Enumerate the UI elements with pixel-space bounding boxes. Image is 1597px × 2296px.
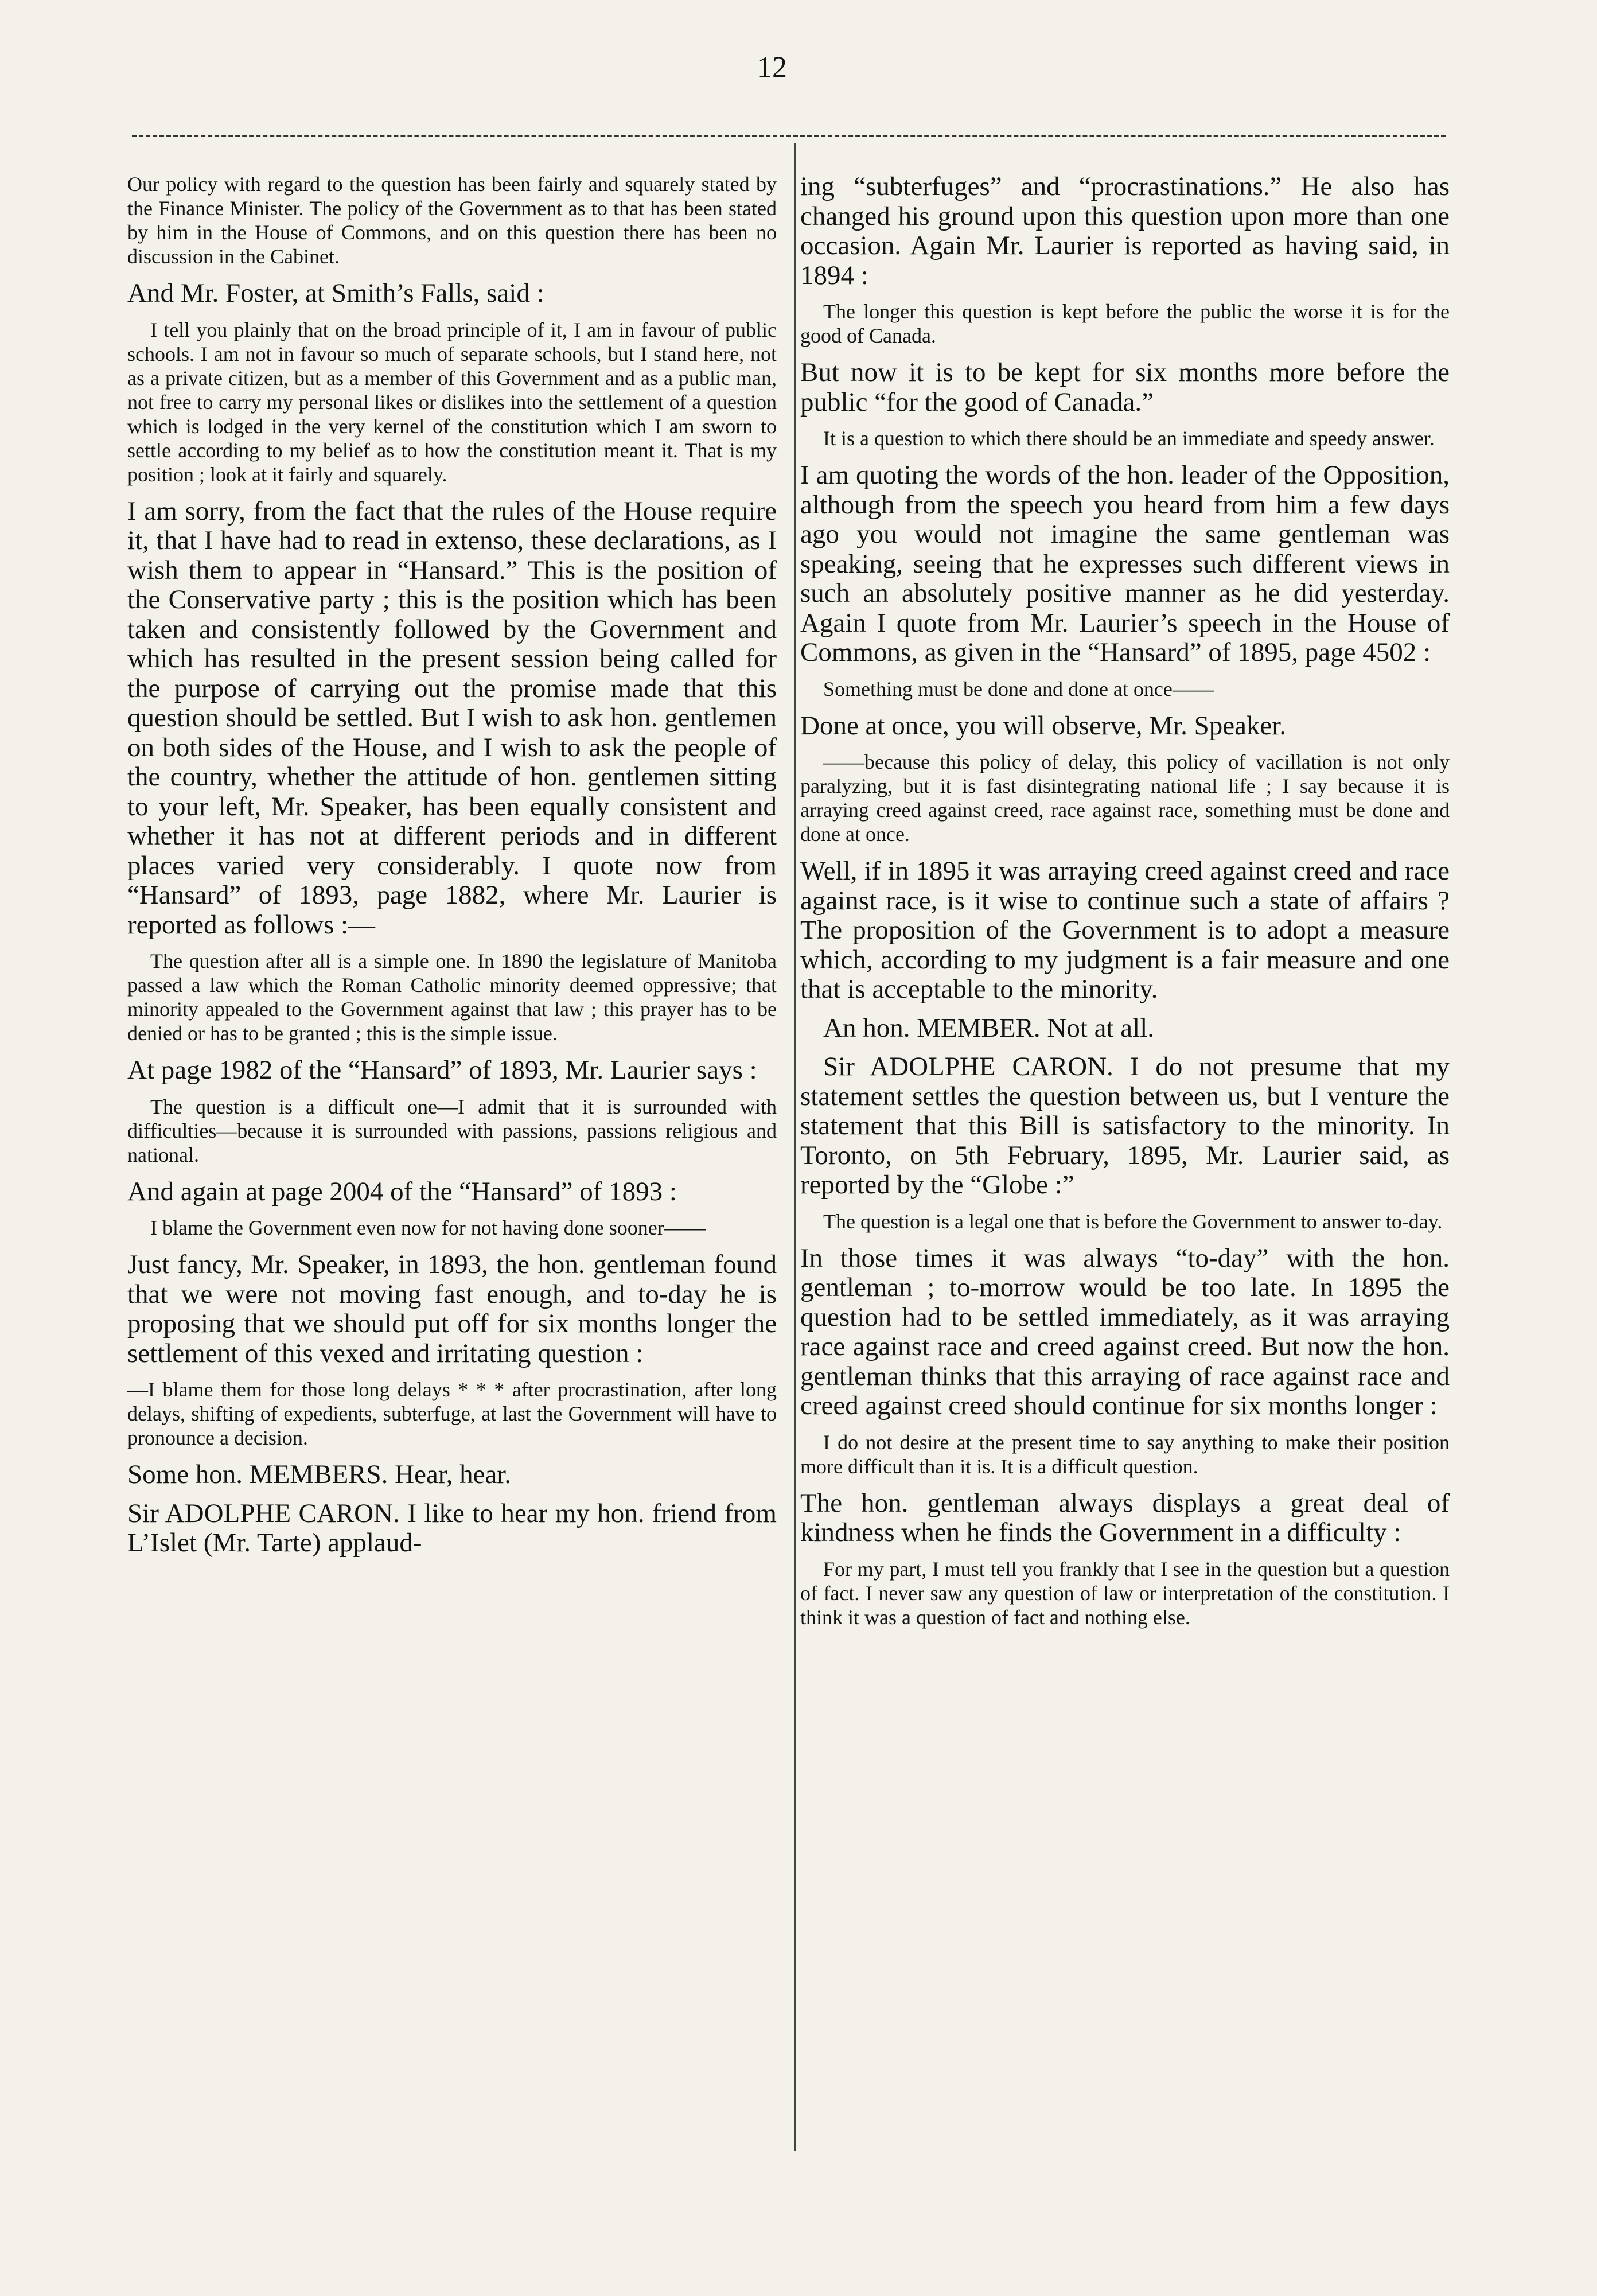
paragraph: Our policy with regard to the question has been fairly and squarely stated by the Finance Minister. The policy of the Government as to that has been stated by him in the House of Commons, and on this question there has been no discussion in the Cabinet. <box>127 173 777 268</box>
paragraph: Just fancy, Mr. Speaker, in 1893, the hon. gentleman found that we were not moving fast enough, and to-day he is proposing that we should put off for six months longer the settlement of this vexed and irritating question : <box>127 1250 777 1368</box>
paragraph: The hon. gentleman always displays a great deal of kindness when he finds the Government in a difficulty : <box>800 1488 1450 1547</box>
page-number: 12 <box>757 51 787 84</box>
paragraph: ——because this policy of delay, this policy of vacillation is not only paralyzing, but it is fast disintegrating national life ; I say because it is arraying creed against creed, race against race, something must be done and done at once. <box>800 750 1450 846</box>
paragraph: The question is a legal one that is before the Government to answer to-day. <box>823 1209 1443 1233</box>
paragraph: I am quoting the words of the hon. leader of the Opposition, although from the speech you heard from him a few days ago you would not imagine the same gentleman was speaking, seeing that he expresses such different views in such an absolutely positive manner as he did yesterday. Again I quote from Mr. Laurier’s speech in the House of Commons, as given in the “Hansard” of 1895, page 4502 : <box>800 460 1450 667</box>
paragraph: Sir ADOLPHE CARON. I like to hear my hon. friend from L’Islet (Mr. Tarte) applaud- <box>127 1498 777 1558</box>
paragraph: And Mr. Foster, at Smith’s Falls, said : <box>127 278 544 308</box>
left-column <box>127 172 777 1567</box>
paragraph: At page 1982 of the “Hansard” of 1893, Mr. Laurier says : <box>127 1055 757 1085</box>
paragraph: The question is a difficult one—I admit that it is surrounded with difficulties—because it is surrounded with passions, passions religious and national. <box>127 1095 777 1166</box>
paragraph: Sir ADOLPHE CARON. I do not presume that my statement settles the question between us, but I venture the statement that this Bill is satisfactory to the minority. In Toronto, on 5th February, 1895, Mr. Laurier said, as reported by the “Globe :” <box>800 1052 1450 1200</box>
header-rule <box>132 135 1446 137</box>
paragraph: Some hon. MEMBERS. Hear, hear. <box>127 1460 512 1489</box>
right-column <box>800 172 1450 1640</box>
paragraph: —I blame them for those long delays * * * after procrastination, after long delays, shifting of expedients, subterfuge, at last the Government will have to pronounce a decision. <box>127 1378 777 1449</box>
paragraph: I do not desire at the present time to say anything to make their position more difficult than it is. It is a difficult question. <box>800 1430 1450 1478</box>
paragraph: Something must be done and done at once—— <box>823 677 1214 701</box>
paragraph: I blame the Government even now for not having done sooner—— <box>150 1216 706 1239</box>
paragraph: I am sorry, from the fact that the rules of the House require it, that I have had to read in extenso, these declarations, as I wish them to appear in “Hansard.” This is the position of the Conservative party ; this is the position which has been taken and consistently followed by the Government and which has resulted in the present session being called for the purpose of carrying out the promise made that this question should be settled. But I wish to ask hon. gentlemen on both sides of the House, and I wish to ask the people of the country, whether the attitude of hon. gentlemen sitting to your left, Mr. Speaker, has been equally consistent and whether it has not at different periods and in different places varied very considerably. I quote now from “Hansard” of 1893, page 1882, where Mr. Laurier is reported as follows :— <box>127 496 777 940</box>
paragraph: It is a question to which there should be an immediate and speedy answer. <box>823 427 1435 450</box>
paragraph: For my part, I must tell you frankly that I see in the question but a question of fact. I never saw any question of law or interpretation of the constitution. I think it was a question of fact and nothing else. <box>800 1557 1450 1629</box>
paragraph: The question after all is a simple one. In 1890 the legislature of Manitoba passed a law which the Roman Catholic minority deemed oppressive; that minority appealed to the Government against that law ; this prayer has to be denied or has to be granted ; this is the simple issue. <box>127 949 777 1045</box>
column-divider <box>794 143 796 2151</box>
paragraph: Done at once, you will observe, Mr. Speaker. <box>800 710 1287 741</box>
paragraph: But now it is to be kept for six months more before the public “for the good of Canada.” <box>800 357 1450 417</box>
paragraph: The longer this question is kept before the public the worse it is for the good of Canada. <box>800 300 1450 347</box>
paragraph: An hon. MEMBER. Not at all. <box>823 1013 1155 1043</box>
paragraph: And again at page 2004 of the “Hansard” of 1893 : <box>127 1176 677 1207</box>
paragraph: I tell you plainly that on the broad principle of it, I am in favour of public schools. I am not in favour so much of separate schools, but I stand here, not as a private citizen, but as a member of this Government and as a public man, not free to carry my personal likes or dislikes into the settlement of a question which is lodged in the very kernel of the constitution which I am sworn to settle according to my belief as to how the constitution meant it. That is my position ; look at it fairly and squarely. <box>127 318 777 486</box>
paragraph: In those times it was always “to-day” with the hon. gentleman ; to-morrow would be too late. In 1895 the question had to be settled immediately, as it was arraying race against race and creed against creed. But now the hon. gentleman thinks that this arraying of race against race and creed against creed should continue for six months longer : <box>800 1243 1450 1421</box>
paragraph: ing “subterfuges” and “procrastinations.” He also has changed his ground upon this question upon more than one occasion. Again Mr. Laurier is reported as having said, in 1894 : <box>800 172 1450 290</box>
paragraph: Well, if in 1895 it was arraying creed against creed and race against race, is it wise to continue such a state of affairs ? The proposition of the Government is to adopt a measure which, according to my judgment is a fair measure and one that is acceptable to the minority. <box>800 856 1450 1004</box>
